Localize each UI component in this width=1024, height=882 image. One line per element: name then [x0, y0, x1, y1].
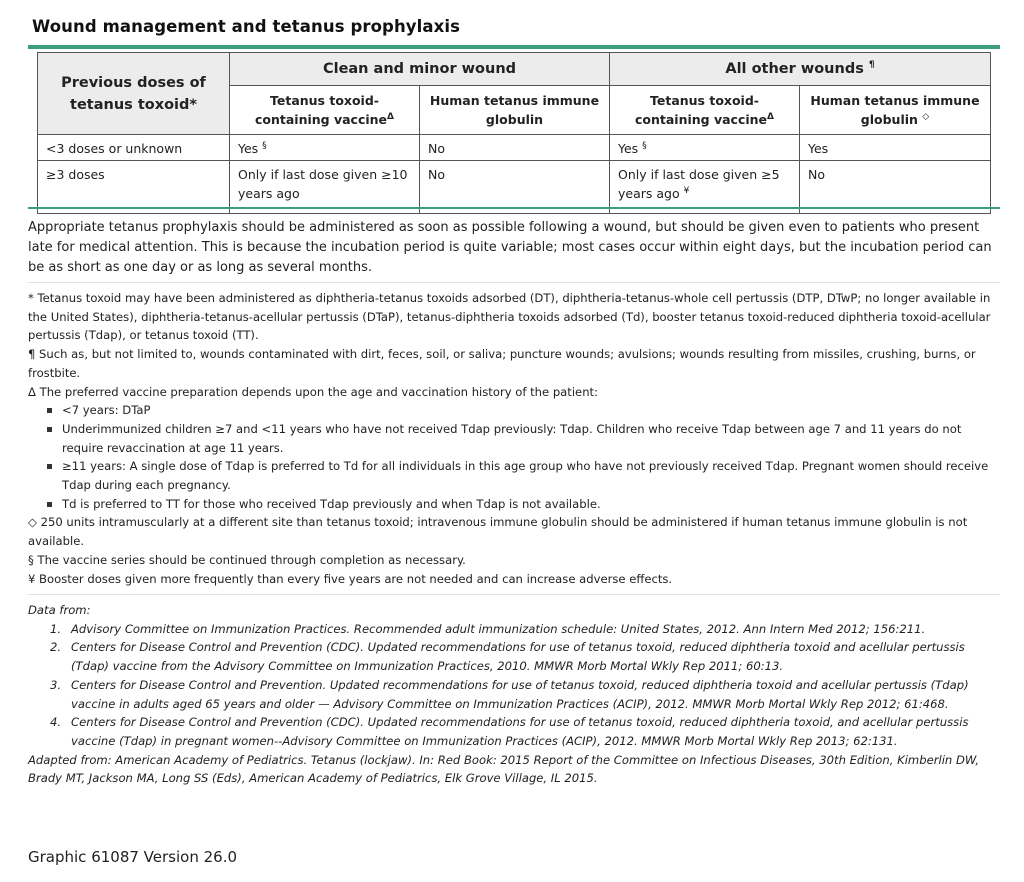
- cell-doses: <3 doses or unknown: [38, 135, 230, 161]
- table-row: [38, 135, 991, 161]
- reference-text: Advisory Committee on Immunization Practices. Recommended adult immunization schedule: United States, 2012. Ann Intern Med 2012; 156:211.: [71, 621, 926, 636]
- cell-clean-globulin: No: [420, 161, 610, 214]
- intro-paragraph: Appropriate tetanus prophylaxis should be administered as soon as possible following a wound, but should be given even to patients who present late for medical attention. This is because the incubation period is quite variable; most cases occur within eight days, but the incubation period can be as short as one day or as long as several months.: [28, 220, 992, 275]
- adapted-from: Adapted from: American Academy of Pediatrics. Tetanus (lockjaw). In: Red Book: 2015 Report of the Committee on Infectious Diseases, 30th Edition, Kimberlin DW, Brady MT, Jackson MA, Long SS (Eds), American Academy of Pediatrics, Elk Grove Village, IL 2015.: [28, 752, 980, 786]
- subheader-other-globulin: [800, 86, 991, 135]
- cell-clean-vaccine-text: Yes: [238, 141, 259, 156]
- reference-number: 4.: [50, 715, 62, 730]
- cell-other-globulin: No: [800, 161, 991, 214]
- list-item: Underimmunized children ≥7 and <11 years who have not received Tdap previously: Tdap. Children who receive Tdap between age 7 and 11 years do not require revaccination at age 11 years.: [28, 420, 1000, 457]
- reference-number: 1.: [50, 621, 62, 636]
- subheader-other-vaccine: [610, 86, 800, 135]
- reference-text: Centers for Disease Control and Prevention (CDC). Updated recommendations for use of tetanus toxoid, reduced diphtheria toxoid and acellular pertussis (Tdap) vaccine from the Advisory Committee on Immunization Practices, 2010. MMWR Morb Mortal Wkly Rep 2011; 60:13.: [71, 640, 965, 674]
- footnote-star: * Tetanus toxoid may have been administered as diphtheria-tetanus toxoids adsorbed (DT), diphtheria-tetanus-whole cell pertussis (DTP, DTwP; no longer available in the United States), diphtheria-tetanus-acellular pertussis (DTaP), tetanus-diphtheria toxoids adsorbed (Td), booster tetanus toxoid-reduced diphtheria toxoid-acellular pertussis (Tdap), or tetanus toxoid (TT).: [28, 291, 991, 343]
- section-separator: [28, 594, 1000, 595]
- list-item: [28, 638, 1000, 675]
- cell-clean-globulin: No: [420, 135, 610, 161]
- graphic-version: Graphic 61087 Version 26.0: [28, 848, 238, 866]
- cell-clean-vaccine: Only if last dose given ≥10 years ago: [230, 161, 420, 214]
- diamond-mark: ◇: [922, 111, 930, 122]
- title-divider: [28, 45, 1000, 49]
- list-item: [28, 713, 1000, 750]
- cell-other-vaccine-text: Only if last dose given ≥5 years ago: [618, 167, 780, 201]
- table-bottom-divider: [28, 207, 1000, 209]
- section-separator: [28, 282, 1000, 283]
- cell-clean-vaccine: [230, 135, 420, 161]
- subheader-other-globulin-label: Human tetanus immune globulin: [810, 93, 980, 127]
- delta-list: [28, 401, 1000, 513]
- subheader-clean-vaccine-label: Tetanus toxoid-containing vaccine: [254, 93, 388, 127]
- delta-mark: Δ: [767, 111, 774, 122]
- footnote-section: § The vaccine series should be continued through completion as necessary.: [28, 552, 466, 567]
- cell-other-vaccine-text: Yes: [618, 141, 639, 156]
- section-mark: §: [642, 140, 647, 151]
- footnote-yen: ¥ Booster doses given more frequently than every five years are not needed and can increase adverse effects.: [28, 571, 673, 586]
- page-title: Wound management and tetanus prophylaxis: [32, 17, 461, 36]
- list-item: ≥11 years: A single dose of Tdap is preferred to Td for all individuals in this age group who have not previously received Tdap. Pregnant women should receive Tdap during each pregnancy.: [28, 457, 1000, 494]
- list-item: <7 years: DTaP: [28, 401, 1000, 420]
- delta-mark: Δ: [387, 111, 394, 122]
- cell-other-vaccine: [610, 161, 800, 214]
- header-all-other-wounds-label: All other wounds: [725, 61, 864, 77]
- subheader-clean-globulin-label: Human tetanus immune globulin: [429, 93, 600, 127]
- list-item: [28, 676, 1000, 713]
- subheader-clean-globulin: [420, 86, 610, 135]
- list-item: [28, 620, 1000, 639]
- references-label: Data from:: [28, 603, 91, 617]
- yen-mark: ¥: [683, 185, 690, 196]
- cell-other-vaccine: [610, 135, 800, 161]
- pilcrow-mark: ¶: [868, 60, 875, 71]
- reference-text: Centers for Disease Control and Prevention. Updated recommendations for use of tetanus toxoid, reduced diphtheria toxoid and acellular pertussis (Tdap) vaccine in adults aged 65 years and older — Advisory Committee on Immunization Practices (ACIP), 2012. MMWR Morb Mortal Wkly Rep 2012; 61:468.: [71, 677, 969, 711]
- footnote-pilcrow: ¶ Such as, but not limited to, wounds contaminated with dirt, feces, soil, or saliva; puncture wounds; avulsions; wounds resulting from missiles, crushing, burns, or frostbite.: [28, 347, 976, 380]
- reference-number: 2.: [50, 640, 62, 655]
- footnote-delta: Δ The preferred vaccine preparation depends upon the age and vaccination history of the patient:: [28, 384, 598, 399]
- table-row: [38, 161, 991, 214]
- subheader-other-vaccine-label: Tetanus toxoid-containing vaccine: [634, 93, 768, 127]
- footnote-diamond: ◇ 250 units intramuscularly at a different site than tetanus toxoid; intravenous immune globulin should be administered if human tetanus immune globulin is not available.: [28, 515, 968, 549]
- section-mark: §: [262, 140, 267, 151]
- header-all-other-wounds: [610, 53, 991, 86]
- list-item: Td is preferred to TT for those who received Tdap previously and when Tdap is not available.: [28, 495, 1000, 514]
- footnotes: [28, 289, 1000, 588]
- cell-other-globulin: Yes: [800, 135, 991, 161]
- header-previous-doses: Previous doses of tetanus toxoid*: [38, 53, 230, 135]
- header-clean-minor-wound: Clean and minor wound: [230, 53, 610, 86]
- reference-list: [28, 620, 1000, 751]
- cell-doses: ≥3 doses: [38, 161, 230, 214]
- subheader-clean-vaccine: [230, 86, 420, 135]
- reference-number: 3.: [50, 677, 62, 692]
- references: [28, 601, 1000, 788]
- prophylaxis-table: [37, 52, 991, 214]
- reference-text: Centers for Disease Control and Prevention (CDC). Updated recommendations for use of tetanus toxoid, reduced diphtheria toxoid, and acellular pertussis vaccine (Tdap) in pregnant women--Advisory Committee on Immunization Practices (ACIP), 2012. MMWR Morb Mortal Wkly Rep 2013; 62:131.: [71, 715, 969, 748]
